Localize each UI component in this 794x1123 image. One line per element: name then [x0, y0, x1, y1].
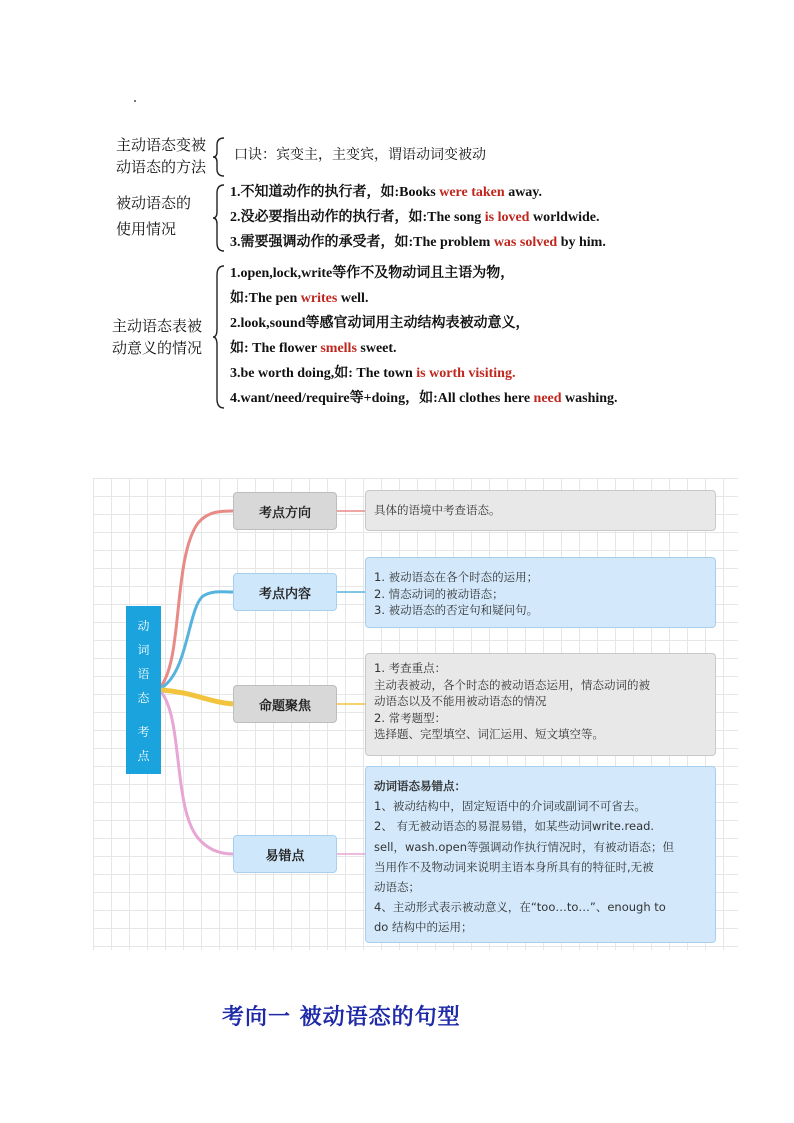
row1-label-line1: 主动语态变被 [116, 136, 207, 154]
box-line: 3. 被动语态的否定句和疑问句。 [374, 603, 539, 617]
row3-line [230, 314, 529, 334]
line-text: away. [504, 185, 543, 200]
row3-line [230, 364, 515, 384]
node-focus [233, 685, 337, 723]
node-label: 易错点 [265, 848, 305, 864]
line-text: 口诀：宾变主，主变宾，谓语动词变被动 [234, 148, 486, 163]
root-char-1: 动 [137, 619, 150, 633]
row2-label-line2: 使用情况 [116, 220, 177, 238]
row3-line [230, 289, 368, 309]
box-line: do 结构中的运用； [374, 920, 473, 935]
brace-row2 [212, 184, 226, 252]
box-exam-direction [365, 490, 716, 531]
row2-line [230, 183, 542, 203]
line-text: 3.be worth doing,如: The town [230, 366, 417, 381]
row2-label-line1: 被动语态的 [116, 194, 192, 212]
highlight-text: is worth visiting. [416, 366, 516, 381]
brace-row3 [212, 265, 226, 409]
node-label: 考点方向 [258, 505, 311, 521]
node-label: 命题聚焦 [258, 698, 311, 714]
node-label: 考点内容 [258, 586, 311, 602]
row1-line [234, 146, 486, 166]
box-line: sell，wash.open等强调动作执行情况时，有被动语态；但 [374, 839, 675, 854]
branch-1 [161, 511, 233, 686]
box-line: 1、被动结构中，固定短语中的介词或副词不可省去。 [374, 799, 646, 814]
box-focus [365, 653, 716, 756]
highlight-text: need [533, 391, 562, 406]
box-line: 选择题、完型填空、词汇运用、短文填空等。 [374, 727, 604, 741]
line-text: by him. [557, 235, 606, 250]
box-error-points [365, 766, 716, 943]
mindmap-root [126, 606, 161, 774]
highlight-text: smells [320, 341, 357, 356]
row3-label [112, 315, 202, 359]
brace-row1 [212, 137, 226, 177]
branch-3 [161, 690, 233, 704]
root-char-6: 点 [137, 749, 150, 763]
box-line: 动语态以及不能用被动语态的情况 [374, 694, 547, 708]
row3-label-line2: 动意义的情况 [112, 339, 203, 357]
row2-label [116, 192, 191, 240]
row3-line [230, 389, 618, 409]
branch-4 [161, 692, 233, 854]
line-text: 1.open,lock,write等作不及物动词且主语为物， [230, 266, 515, 281]
line-text: 如:The pen [230, 291, 301, 306]
root-char-5: 考 [137, 725, 150, 739]
line-text: 2.没必要指出动作的执行者，如:The song [230, 210, 485, 225]
line-text: 4.want/need/require等+doing，如:All clothes here [230, 391, 534, 406]
box-line: 2. 常考题型： [374, 710, 447, 725]
line-text: worldwide. [529, 210, 600, 225]
line-text: well. [337, 291, 369, 306]
box-exam-content [365, 557, 716, 628]
node-exam-content [233, 573, 337, 611]
root-char-2: 词 [137, 643, 150, 657]
highlight-text: is loved [484, 210, 530, 225]
row2-line [230, 208, 599, 228]
box-line: 当用作不及物动词来说明主语本身所具有的特征时,无被 [374, 859, 654, 874]
box-line: 4、主动形式表示被动意义，在“too…to…”、enough to [374, 900, 666, 915]
section-heading: 考向一 被动语态的句型 [222, 1005, 461, 1030]
line-text: sweet. [356, 341, 397, 356]
box-line: 动词语态易错点： [374, 779, 466, 793]
row1-label-line2: 动语态的方法 [116, 158, 207, 176]
row3-line [230, 264, 514, 284]
highlight-text: were taken [439, 185, 505, 200]
box-line: 主动表被动，各个时态的被动语态运用，情态动词的被 [374, 677, 650, 692]
line-text: 3.需要强调动作的承受者，如:The problem [230, 235, 494, 250]
highlight-text: was solved [493, 235, 558, 250]
row3-line [230, 339, 397, 359]
line-text: washing. [561, 391, 618, 406]
node-exam-direction [233, 492, 337, 530]
root-char-4: 态 [137, 691, 150, 705]
root-char-3: 语 [137, 667, 150, 681]
box-line: 2. 情态动词的被动语态； [374, 586, 504, 601]
row1-label [116, 134, 206, 178]
box-line: 1. 考查重点： [374, 661, 447, 675]
box-line: 1. 被动语态在各个时态的运用； [374, 570, 539, 584]
stray-dot [134, 100, 136, 102]
branch-2 [161, 592, 233, 688]
row3-label-line1: 主动语态表被 [112, 317, 203, 335]
highlight-text: writes [300, 291, 338, 306]
mindmap [93, 478, 738, 950]
node-error-points [233, 835, 337, 873]
box-line: 2、 有无被动语态的易混易错，如某些动词write.read. [374, 819, 655, 834]
line-text: 1.不知道动作的执行者，如:Books [230, 185, 440, 200]
box-line: 动语态； [374, 880, 420, 895]
line-text: 2.look,sound等感官动词用主动结构表被动意义， [230, 316, 530, 331]
box-line: 具体的语境中考查语态。 [374, 503, 501, 517]
row2-line [230, 233, 606, 253]
line-text: 如: The flower [230, 341, 321, 356]
